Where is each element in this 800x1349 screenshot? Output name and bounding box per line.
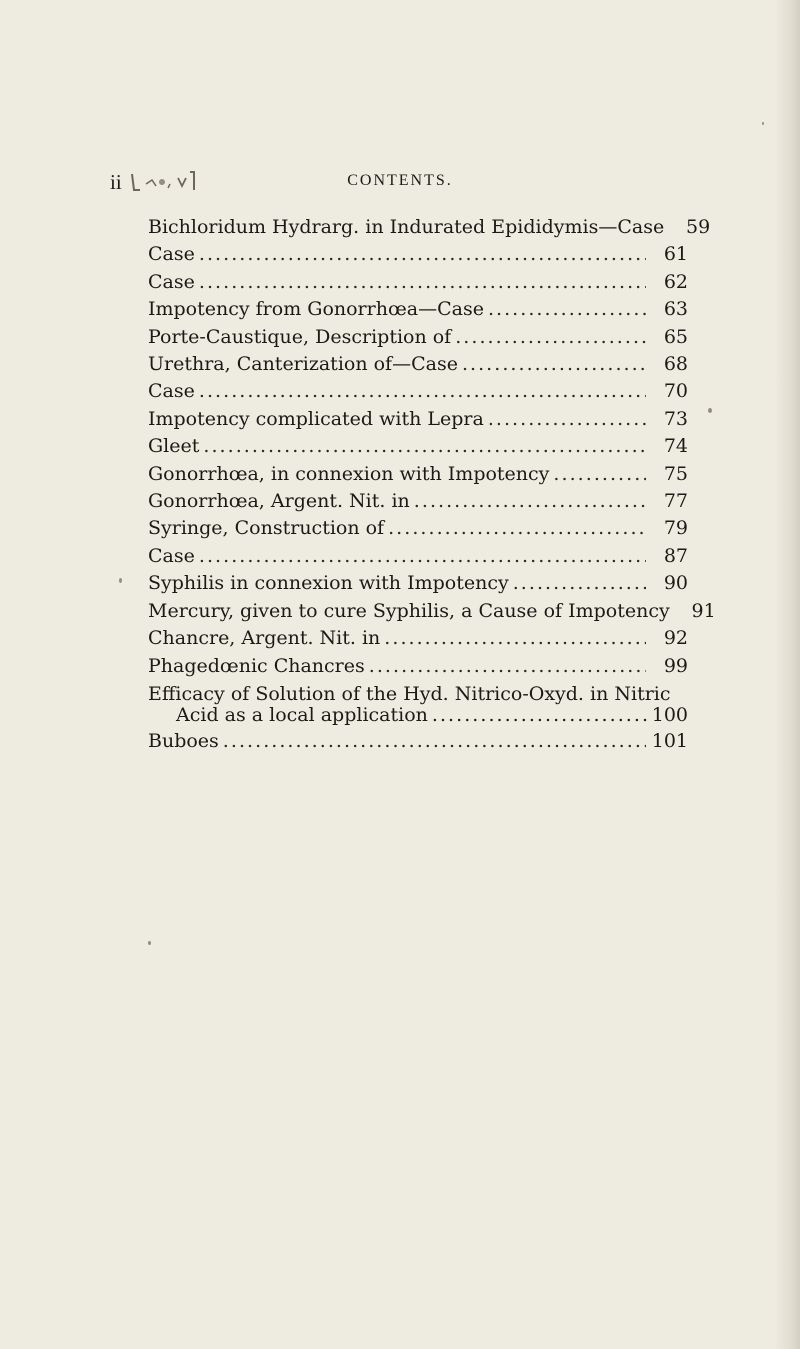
toc-entry [148,515,688,542]
toc-entry [148,598,716,625]
toc-entry-title: Syringe, Construction of [148,517,385,540]
page-header [0,168,800,198]
toc-entry-page: 99 [663,654,688,677]
toc-entry-page: 101 [651,729,688,752]
dot-leader [388,515,646,542]
toc-entry-page: 70 [663,380,688,403]
toc-entry [148,406,688,433]
toc-entry-title: Gonorrhœa, in connexion with Impotency [148,462,550,485]
toc-entry-page: 91 [691,599,716,622]
toc-entry [148,241,688,268]
toc-entry-page: 100 [651,703,688,726]
toc-entry [148,488,688,515]
running-title: CONTENTS. [347,172,453,189]
toc-entry-title: Gleet [148,435,200,458]
table-of-contents [148,214,716,755]
toc-entry-title: Syphilis in connexion with Impotency [148,572,509,595]
toc-entry-title: Mercury, given to cure Syphilis, a Cause of Impotency [148,599,670,622]
toc-entry [148,351,688,378]
toc-entry-page: 73 [663,407,688,430]
dot-leader [513,570,646,597]
page-number: ii [110,170,122,194]
toc-entry-title: Gonorrhœa, Argent. Nit. in [148,490,410,513]
paper-speck [708,408,712,413]
toc-entry-title: Impotency complicated with Lepra [148,407,484,430]
toc-entry [148,461,688,488]
dot-leader [199,241,646,268]
dot-leader [432,705,648,726]
toc-entry-title: Buboes [148,729,219,752]
toc-entry-page: 74 [663,435,688,458]
toc-entry-title-continued: Acid as a local application [176,703,428,726]
toc-entry-title: Phagedœnic Chancres [148,654,365,677]
paper-speck [762,122,764,125]
toc-entry [148,378,688,405]
toc-entry-page: 92 [663,627,688,650]
toc-entry-page: 75 [663,462,688,485]
toc-entry-page: 63 [663,298,688,321]
toc-entry-page: 90 [663,572,688,595]
toc-entry-title: Impotency from Gonorrhœa—Case [148,298,484,321]
toc-entry-title: Efficacy of Solution of the Hyd. Nitrico-Oxyd. in Nitric [148,682,671,705]
toc-entry-continuation [148,705,688,726]
toc-entry [148,324,688,351]
toc-entry-page: 87 [663,544,688,567]
toc-entry [148,684,688,726]
paper-speck [119,578,122,583]
toc-entry-title: Case [148,380,195,403]
toc-entry [148,214,711,241]
dot-leader [488,296,646,323]
toc-entry-title: Porte-Caustique, Description of [148,325,452,348]
toc-entry-page: 79 [663,517,688,540]
toc-entry [148,269,688,296]
dot-leader [462,351,646,378]
page-edge-shadow [774,0,800,1349]
toc-entry [148,653,688,680]
dot-leader [369,653,646,680]
toc-entry-title: Case [148,270,195,293]
toc-entry [148,543,688,570]
toc-entry-page: 68 [663,353,688,376]
toc-entry-page: 65 [663,325,688,348]
dot-leader [203,433,646,460]
toc-entry-page: 62 [663,270,688,293]
dot-leader [553,461,646,488]
paper-speck [148,941,151,945]
dot-leader [199,269,646,296]
dot-leader [199,543,646,570]
dot-leader [414,488,646,515]
toc-entry [148,570,688,597]
toc-entry-title: Case [148,243,195,266]
toc-entry-page: 59 [686,216,711,238]
toc-entry [148,433,688,460]
dot-leader [488,406,646,433]
toc-entry-title: Case [148,544,195,567]
toc-entry-title: Chancre, Argent. Nit. in [148,627,381,650]
toc-entry-title: Urethra, Canterization of—Case [148,353,458,376]
toc-entry [148,625,688,652]
dot-leader [384,625,646,652]
dot-leader [223,728,646,755]
toc-entry-page: 77 [663,490,688,513]
toc-entry [148,296,688,323]
toc-entry [148,728,688,755]
toc-entry-page: 61 [663,243,688,266]
dot-leader [199,378,646,405]
dot-leader [455,324,646,351]
toc-entry-title: Bichloridum Hydrarg. in Indurated Epididymis—Case [148,216,665,238]
